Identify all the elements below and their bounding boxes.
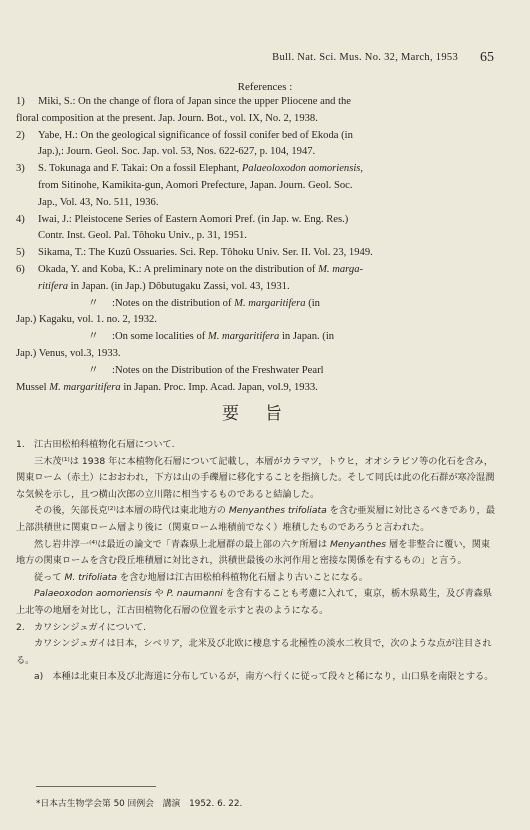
reference-item: 1) Miki, S.: On the change of flora of Japan since the upper Pliocene and the floral composition at the present. Jap. Journ. Bot., vol. IX, No. 2, 1938. bbox=[16, 96, 352, 124]
paragraph: その後，矢部長克⁽²⁾は本層の時代は東北地方の Menyanthes trifoliata を含む亜炭層に対比さるべきであり，最上部洪積世に関東ローム層より後に（関東ローム堆積前でなく）堆積したものであろうと言われた。 bbox=[16, 505, 496, 533]
footnote-divider bbox=[36, 786, 156, 787]
paragraph: Palaeoxodon aomoriensis や P. naumanni を含有することも考慮に入れて，東京，栃木県葛生，及び青森県上北等の地層を対比し，江古田植物化石層の位置を示すと表のようになる。 bbox=[16, 588, 493, 616]
summary-body bbox=[16, 437, 496, 686]
journal-citation: Bull. Nat. Sci. Mus. No. 32, March, 1953 bbox=[272, 52, 458, 63]
reference-item: 3) S. Tokunaga and F. Takai: On a fossil Elephant, Palaeoloxodon aomoriensis, from Sitinohe, Kamikita-gun, Aomori Prefecture, Japan. Journ. Geol. Soc. Jap., Vol. 43, No. 511, 1936. bbox=[16, 163, 364, 208]
reference-subitem: 〃 :On some localities of M. margaritifera in Japan. (in Jap.) Venus, vol.3, 1933. bbox=[16, 331, 335, 359]
footnote: *日本古生物学会第 50 回例会 講演 1952. 6. 22. bbox=[36, 799, 243, 809]
reference-subitem: 〃 :Notes on the distribution of M. margaritifera (in Jap.) Kagaku, vol. 1. no. 2, 1932. bbox=[16, 297, 320, 326]
paragraph: a) 本種は北東日本及び北海道に分布しているが，南方へ行くに従って段々と稀になり，山口県を南限とする。 bbox=[34, 671, 494, 683]
summary-title: 要旨 bbox=[222, 404, 308, 424]
reference-item: 5) Sikama, T.: The Kuzû Ossuaries. Sci. Rep. Tôhoku Univ. Ser. II. Vol. 23, 1949. bbox=[16, 247, 373, 259]
reference-item: 6) Okada, Y. and Koba, K.: A preliminary note on the distribution of M. marga- ritifera in Japan. (in Jap.) Dôbutugaku Zassi, vol. 43, 1931. bbox=[16, 263, 364, 292]
references-title: References : bbox=[237, 81, 293, 93]
references-list bbox=[16, 94, 494, 396]
paragraph: 然し岩井淳一⁽⁴⁾は最近の論文で「青森県上北層群の最上部の六ケ所層は Menyanthes 層を非整合に覆い，関東地方の関東ロームを含む段丘堆積層に対比され，洪積世最後の氷河作用と密接な関係を有するもの」と言う。 bbox=[16, 538, 491, 567]
paragraph: 従って M. trifoliata を含む地層は江古田松柏科植物化石層より古いことになる。 bbox=[34, 571, 368, 583]
paragraph: カワシンジュガイは日本，シベリア，北米及び北欧に棲息する北極性の淡水二枚貝で，次のような点が注目される。 bbox=[16, 638, 492, 666]
reference-item: 4) Iwai, J.: Pleistocene Series of Eastern Aomori Pref. (in Jap. w. Eng. Res.) Contr. Inst. Geol. Pal. Tôhoku Univ., p. 31, 1951. bbox=[16, 213, 349, 242]
page-number: 65 bbox=[480, 50, 494, 65]
reference-item: 2) Yabe, H.: On the geological significance of fossil conifer bed of Ekoda (in Jap.),: Journ. Geol. Soc. Jap. vol. 53, Nos. 622-627, p. 104, 1947. bbox=[16, 129, 353, 158]
section-heading: 2. カワシンジュガイについて. bbox=[16, 621, 147, 633]
reference-subitem: 〃 :Notes on the Distribution of the Freshwater Pearl Mussel M. margaritifera in Japan. Proc. Imp. Acad. Japan, vol.9, 1933. bbox=[16, 364, 324, 393]
paragraph: 三木茂⁽¹⁾は 1938 年に本植物化石層について記載し，本層がカラマツ，トウヒ，オオシラビソ等の化石を含み，関東ローム（赤土）におおわれ，下方は山の手礫層に移化することを指摘した。そして同氏は此の化石群が寒冷湿潤な気候を示し，且つ横山次郎の立川階に相当するものであると結論した。 bbox=[16, 455, 495, 500]
section-heading: 1. 江古田松柏科植物化石層について. bbox=[16, 439, 175, 450]
running-header bbox=[0, 52, 530, 68]
